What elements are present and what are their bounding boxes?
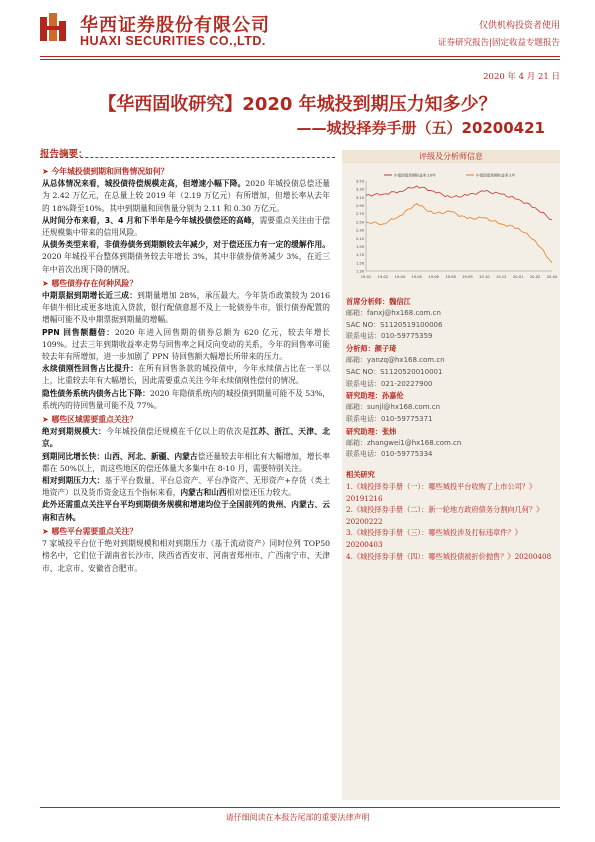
analyst-sac: SAC NO：S1120519100006 xyxy=(346,320,443,329)
x-tick-label: 19-04 xyxy=(394,275,406,279)
x-tick-label: 19-02 xyxy=(377,275,389,279)
paragraph: 永续债刚性回售占比提升：在所有回售条款的城投债中，今年永续债占比在一半以上，比重较去年有大幅增长，因此需要重点关注今年永续债刚性偿付的情况。 xyxy=(42,364,330,386)
analyst-email: 邮箱：zhangwei1@hx168.com.cn xyxy=(346,438,462,447)
section-heading: ➤ 哪些区域需要重点关注？ xyxy=(42,415,138,425)
y-tick-label: 1.90 xyxy=(355,244,364,249)
paragraph: 绝对到期规模大：今年城投债偿还规模在千亿以上的依次是江苏、浙江、天津、北京。 xyxy=(42,427,330,449)
company-name-cn: 华西证券股份有限公司 xyxy=(80,15,270,36)
abstract-divider xyxy=(40,157,335,158)
analyst-phone: 联系电话：021-20227900 xyxy=(346,379,433,388)
y-tick-label: 2.90 xyxy=(355,204,364,209)
report-date: 2020 年 4 月 21 日 xyxy=(483,72,560,82)
x-tick-label: 19-05 xyxy=(411,275,422,279)
section-heading: ➤ 哪些平台需要重点关注？ xyxy=(42,526,138,536)
y-tick-label: 3.50 xyxy=(355,179,364,184)
analyst-name: 分析师：颜子琦 xyxy=(346,344,397,354)
legal-notice: 请仔细阅读在本报告尾部的重要法律声明 xyxy=(225,813,370,822)
y-tick-label: 3.10 xyxy=(355,195,364,200)
arrow-right-icon: ➤ xyxy=(42,526,52,536)
company-name-en: HUAXI SECURITIES CO.,LTD. xyxy=(80,34,266,48)
section-heading: ➤ 哪些债券存在何种风险？ xyxy=(42,278,138,288)
series-line xyxy=(366,204,552,263)
analyst-name: 研究助理：孙嘉伦 xyxy=(346,391,404,401)
y-tick-label: 2.50 xyxy=(355,220,364,225)
yield-line-chart xyxy=(344,167,558,287)
analyst-phone: 联系电话：010-59775359 xyxy=(346,332,433,341)
report-category: 证券研究报告|固定收益专题报告 xyxy=(438,38,560,48)
analyst-email: 邮箱：sunjl@hx168.com.cn xyxy=(346,403,441,412)
x-tick-label: 19-08 xyxy=(445,275,456,279)
x-tick-label: 19-09 xyxy=(462,275,473,279)
paragraph: 此外还需重点关注平台平均到期债务规模和增速均位于全国前列的贵州、内蒙古、云南和吉林。 xyxy=(42,500,330,522)
analyst-email: 邮箱：yanzq@hx168.com.cn xyxy=(346,355,445,364)
paragraph: 隐性债务系统内债务占比下降：2020 年隐债系统内的城投债到期量可能不及 53%，系统内的待回售量可能不及 77%。 xyxy=(42,388,330,410)
arrow-right-icon: ➤ xyxy=(42,415,52,425)
abstract-body xyxy=(42,164,330,575)
paragraph: PPN 回售额翻倍：2020 年进入回售期的债券总额为 620 亿元，较去年增长 109%。过去三年到期收益率走势与回售率之间反向变动的关系，今年的回售率可能较去年有所增加，进一步加剧了 PPN 待回售额大幅增长所带来的压力。 xyxy=(42,327,330,362)
y-tick-label: 2.10 xyxy=(355,236,364,241)
x-tick-label: 20-02 xyxy=(529,275,541,279)
paragraph: 相对到期压力大：基于平台数量、平台总资产、平台净资产、无形资产+存货（类土地资产）以及货币资金这五个指标来看，内蒙古和山西相对偿还压力较大。 xyxy=(42,476,330,498)
y-tick-label: 1.70 xyxy=(355,253,364,258)
analyst-panel-heading: 评级及分析师信息 xyxy=(342,150,560,163)
section-heading: ➤ 今年城投债到期和回售情况如何？ xyxy=(42,167,169,176)
y-tick-label: 2.30 xyxy=(355,228,364,233)
analyst-entry xyxy=(346,343,556,390)
analyst-entry xyxy=(346,390,556,425)
x-tick-label: 20-04 xyxy=(546,275,558,279)
related-research-item[interactable]: 2.《城投择券手册（二）：新一轮地方政府债务分割向几何？》20200222 xyxy=(346,505,544,526)
analyst-email: 邮箱：fanxj@hx168.com.cn xyxy=(346,308,441,317)
paragraph: 从债务类型来看，非债券债务到期额较去年减少，对于偿还压力有一定的缓解作用。2020 年城投平台整体到期债务较去年增长 3%，其中非债券债务减少 3%，在近三年中首次出现下降的情况。 xyxy=(42,240,330,274)
report-title: 【华西固收研究】2020 年城投到期压力知多少？ xyxy=(98,94,497,115)
analyst-name: 研究助理：张炜 xyxy=(346,426,397,436)
arrow-right-icon: ➤ xyxy=(42,167,52,176)
analyst-name: 首席分析师：魏信江 xyxy=(346,297,411,306)
y-tick-label: 3.30 xyxy=(355,187,364,192)
related-research-item[interactable]: 1.《城投择券手册（一）：哪些城投平台收购了上市公司？》20191216 xyxy=(346,481,537,503)
abstract-label: 报告摘要： xyxy=(40,149,88,160)
header-divider-thin xyxy=(40,59,560,60)
y-tick-label: 1.50 xyxy=(355,261,364,266)
x-tick-label: 20-01 xyxy=(512,275,524,279)
paragraph: 从总体情况来看，城投债待偿规模走高，但增速小幅下降。2020 年城投债总偿还量为 2.42 万亿元，在总量上较 2019 年（2.19 万亿元）有所增加，但增长率从去年的 18%降至10%。其中到期量和回售量分别为 2.11 和 0.30 万亿元。 xyxy=(42,179,330,213)
paragraph: 到期同比增长快：山西、河北、新疆、内蒙古偿还量较去年相比有大幅增加，增长率都在 50%以上，而这些地区的偿还体量大多集中在 8-10 月，需要特别关注。 xyxy=(42,451,330,473)
report-subtitle: ——城投择券手册（五）20200421 xyxy=(296,119,545,137)
header-divider xyxy=(40,56,560,57)
legend-label: 中债国债到期收益率:1年 xyxy=(476,173,516,178)
legend-label: 中债国债到期收益率:10年 xyxy=(394,173,436,178)
x-tick-label: 19-10 xyxy=(479,275,490,279)
series-line xyxy=(366,186,552,220)
analyst-entry xyxy=(346,296,556,343)
x-tick-label: 19-06 xyxy=(428,275,439,279)
paragraph: 7 家城投平台位于绝对到期规模和相对到期压力（基于流动资产）同时位列 TOP50 榜名中，它们位于湖南省长沙市、陕西省西安市、河南省郑州市、广西南宁市、天津市、北京市、安徽省合肥市。 xyxy=(42,539,330,573)
x-tick-label: 19-12 xyxy=(496,275,507,279)
arrow-right-icon: ➤ xyxy=(42,278,52,288)
paragraph: 中期票据到期增长近三成：到期量增加 28%，承压最大。今年货币政策较为 2016 年债牛相比或更多地流入贷款，银行配债意愿不及上一轮债券牛市，银行债券配置的增幅可能不及中期票据到期量的增幅。 xyxy=(42,291,330,325)
analyst-sac: SAC NO：S1120520010001 xyxy=(346,367,443,376)
related-research-item[interactable]: 3.《城投择券手册（三）：哪些城投涉及打标违章件？》20200403 xyxy=(346,528,522,549)
y-tick-label: 1.30 xyxy=(355,269,364,274)
related-research-item[interactable]: 4.《城投择券手册（四）：哪些城投债被折价抛售？》20200408 xyxy=(346,551,552,561)
related-research-heading: 相关研究 xyxy=(346,470,375,480)
analyst-phone: 联系电话：010-59775371 xyxy=(346,414,433,423)
paragraph: 从时间分布来看，3、4 月和下半年是今年城投债偿还的高峰，需要重点关注由于偿还规模集中带来的信用风险。 xyxy=(42,215,330,238)
y-tick-label: 2.70 xyxy=(355,212,364,217)
x-tick-label: 19-01 xyxy=(360,275,372,279)
analyst-list xyxy=(346,296,556,562)
analyst-phone: 联系电话：010-59775334 xyxy=(346,450,433,459)
analyst-entry xyxy=(346,426,556,461)
audience-note: 仅供机构投资者使用 xyxy=(478,21,560,31)
huaxi-logo-icon xyxy=(40,13,70,43)
footer-divider xyxy=(40,807,560,808)
